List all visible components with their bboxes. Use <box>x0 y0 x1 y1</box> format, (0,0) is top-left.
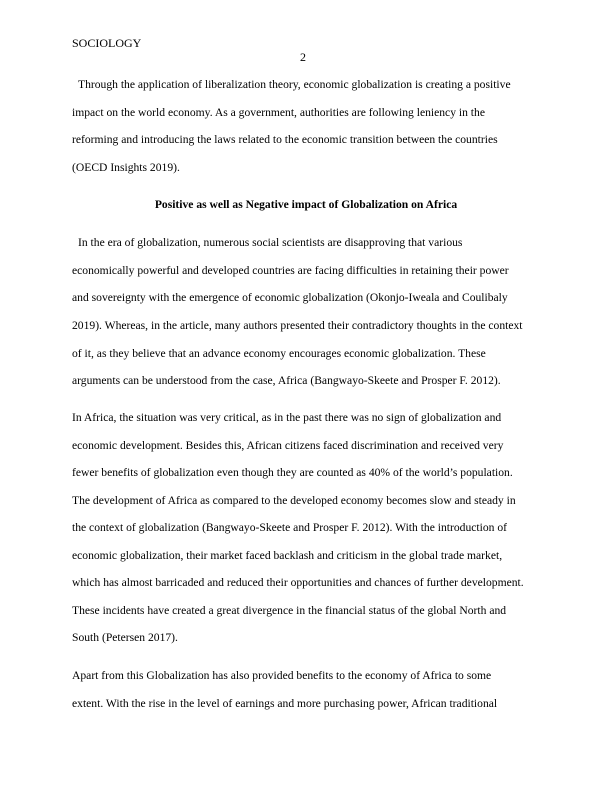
paragraph-1-line-2: impact on the world economy. As a government, authorities are following leniency in the <box>72 106 485 119</box>
paragraph-3-line-4: The development of Africa as compared to the developed economy becomes slow and steady in <box>72 494 516 507</box>
paragraph-3-line-8: These incidents have created a great divergence in the financial status of the global North and <box>72 604 507 617</box>
page-number: 2 <box>300 50 306 64</box>
paragraph-2-line-5: of it, as they believe that an advance economy encourages economic globalization. These <box>72 347 486 360</box>
paragraph-3-line-6: economic globalization, their market faced backlash and criticism in the global trade market, <box>72 549 503 562</box>
paragraph-3-line-7: which has almost barricaded and reduced their opportunities and chances of further development. <box>72 576 524 589</box>
paragraph-2-line-6: arguments can be understood from the case, Africa (Bangwayo-Skeete and Prosper F. 2012). <box>72 374 501 387</box>
paragraph-4-line-1: Apart from this Globalization has also provided benefits to the economy of Africa to some <box>72 669 492 682</box>
paragraph-2-line-1: In the era of globalization, numerous social scientists are disapproving that various <box>78 236 463 249</box>
paragraph-1-line-4: (OECD Insights 2019). <box>72 161 180 174</box>
paragraph-3-line-5: the context of globalization (Bangwayo-Skeete and Prosper F. 2012). With the introduction of <box>72 521 507 534</box>
paragraph-2-line-3: and sovereignty with the emergence of economic globalization (Okonjo-Iweala and Coulibaly <box>72 291 508 304</box>
paragraph-3-line-2: economic development. Besides this, African citizens faced discrimination and received very <box>72 439 504 452</box>
paragraph-4-line-2: extent. With the rise in the level of earnings and more purchasing power, African traditional <box>72 697 498 710</box>
paragraph-1-line-3: reforming and introducing the laws related to the economic transition between the countries <box>72 133 498 146</box>
paragraph-3-line-1: In Africa, the situation was very critical, as in the past there was no sign of globalization and <box>72 411 502 424</box>
paragraph-2-line-2: economically powerful and developed countries are facing difficulties in retaining their power <box>72 264 509 277</box>
running-head: SOCIOLOGY <box>72 36 142 50</box>
paragraph-3-line-9: South (Petersen 2017). <box>72 631 178 644</box>
paragraph-2-line-4: 2019). Whereas, in the article, many authors presented their contradictory thoughts in the context <box>72 319 523 332</box>
paragraph-3-line-3: fewer benefits of globalization even though they are counted as 40% of the world’s population. <box>72 466 513 479</box>
paragraph-1-line-1: Through the application of liberalization theory, economic globalization is creating a positive <box>78 78 511 91</box>
section-heading: Positive as well as Negative impact of Globalization on Africa <box>154 198 458 211</box>
